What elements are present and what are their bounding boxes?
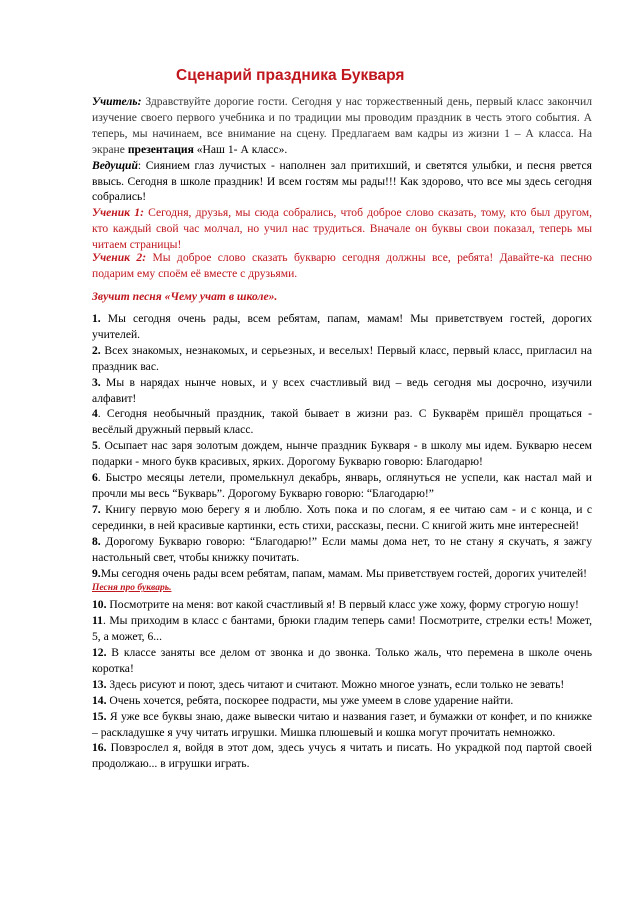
- verse-text: . Осыпает нас заря золотым дождем, нынче праздник Букваря - в школу мы идем. Букварю несем подарки - много букв красивых, ярких. Дорогому Букварю говорю: Благодарю!: [92, 439, 592, 469]
- host-text: : Сиянием глаз лучистых - наполнен зал притихший, и светятся улыбки, и песня рвется ввысь. Сегодня в школе праздник! И всем гостям мы рады!!! Как здорово, что все мы здесь сегодня собрались!: [92, 158, 592, 204]
- host-label: Ведущий: [92, 158, 138, 172]
- verse-text: Мы в нарядах нынче новых, и у всех счастливый вид – ведь сегодня мы досрочно, изучили алфавит!: [92, 375, 592, 405]
- verse-number: 3.: [92, 375, 101, 389]
- verse-number: 8.: [92, 534, 101, 548]
- verse-10: [92, 597, 592, 613]
- verse-number: 6: [92, 471, 98, 485]
- verse-text: . Быстро месяцы летели, промелькнул декабрь, январь, оглянуться не успели, как настал май и прочли мы весь “Букварь”. Дорогому Букварю говорю: “Благодарю!”: [92, 471, 592, 500]
- verse-15: [92, 709, 592, 741]
- teacher-text-2: «Наш 1- А класс».: [193, 142, 288, 156]
- verse-text: Здесь рисуют и поют, здесь читают и считают. Можно многое узнать, если только не зевать!: [106, 677, 565, 691]
- verse-text: . Мы приходим в класс с бантами, брюки гладим теперь сами! Посмотрите, стрелки есть! Может, 5, а может, 6...: [92, 614, 592, 644]
- verse-12: [92, 645, 592, 677]
- verse-number: 15.: [92, 709, 107, 723]
- verse-number: 2.: [92, 343, 101, 357]
- verse-14: [92, 693, 592, 709]
- verse-2: [92, 343, 592, 375]
- verse-number: 4: [92, 407, 98, 421]
- student2-text: Мы доброе слово сказать букварю сегодня должны все, ребята! Давайте-ка песню подарим ему споём её вместе с друзьями.: [92, 251, 592, 280]
- verse-text: Мы сегодня очень рады, всем ребятам, папам, мамам! Мы приветствуем гостей, дорогих учителей.: [92, 312, 592, 341]
- verse-6: [92, 470, 592, 502]
- verse-text: Очень хочется, ребята, поскорее подрасти, мы уже умеем в слове ударение найти.: [106, 693, 514, 707]
- verse-number: 1.: [92, 312, 101, 325]
- verse-text: Книгу первую мою берегу я и люблю. Хоть пока и по слогам, я ее читаю сам - и с конца, и с серединки, в ней красивые картинки, есть стихи, рассказы, песни. С книгой жить мне интересней!: [92, 502, 592, 532]
- verse-number: 7.: [92, 502, 101, 516]
- student2-paragraph: [92, 250, 592, 282]
- verse-text: Мы сегодня очень рады всем ребятам, папам, мамам. Мы приветствуем гостей, дорогих учителей!: [100, 566, 588, 580]
- verse-number: 13.: [92, 677, 107, 691]
- verse-text: В классе заняты все делом от звонка и до звонка. Только жаль, что перемена в школе очень коротка!: [92, 646, 592, 675]
- verse-text: Я уже все буквы знаю, даже вывески читаю и названия газет, и бумажки от конфет, и по книжке – раскладушке я учу читать игрушки. Мишка плюшевый и кошка могут прочитать немножко.: [92, 709, 592, 739]
- verse-3: [92, 375, 592, 407]
- verse-text: Посмотрите на меня: вот какой счастливый я! В первый класс уже хожу, форму строгую ношу!: [106, 598, 579, 612]
- verse-8: [92, 534, 592, 566]
- song1-heading: Звучит песня «Чему учат в школе».: [92, 290, 278, 303]
- verse-number: 11: [92, 614, 103, 628]
- verse-5: [92, 438, 592, 470]
- verse-9: [92, 566, 592, 582]
- verse-number: 9.: [92, 566, 101, 580]
- verse-number: 12.: [92, 646, 107, 660]
- verse-text: Повзрослел я, войдя в этот дом, здесь учусь я читать и писать. Но украдкой под партой своей продолжаю... в игрушки играть.: [92, 741, 592, 771]
- verse-number: 16.: [92, 741, 107, 755]
- student1-label: Ученик 1:: [92, 206, 144, 220]
- presentation-word: презентация: [127, 142, 194, 156]
- student2-label: Ученик 2:: [92, 251, 147, 264]
- verse-number: 10.: [92, 598, 107, 612]
- verse-1: [92, 311, 592, 343]
- verse-4: [92, 406, 592, 438]
- verse-number: 5: [92, 439, 98, 453]
- verse-7: [92, 502, 592, 534]
- teacher-label: Учитель:: [92, 95, 142, 108]
- verse-text: Дорогому Букварю говорю: “Благодарю!” Если мамы дома нет, то не стану я скучать, я зажгу настольный свет, чтобы книжку почитать.: [92, 534, 592, 564]
- teacher-paragraph: [92, 94, 592, 253]
- verse-16: [92, 740, 592, 772]
- teacher-text-1: Здравствуйте дорогие гости. Сегодня у нас торжественный день, первый класс закончил изучение своего первого учебника и по традиции мы проводим праздник в честь этого события. А теперь, мы начинаем, все внимание на сцену. Предлагаем вам кадры из жизни 1 – А класса. На экране: [92, 95, 592, 156]
- verse-text: . Сегодня необычный праздник, такой бывает в жизни раз. С Букварём пришёл прощаться - весёлый дружный первый класс.: [92, 407, 592, 437]
- verse-number: 14.: [92, 693, 107, 707]
- verse-text: Всех знакомых, незнакомых, и серьезных, и веселых! Первый класс, первый класс, пригласил на праздник вас.: [92, 343, 592, 373]
- verse-13: [92, 677, 592, 693]
- student1-text: Сегодня, друзья, мы сюда собрались, чтоб доброе слово сказать, тому, кто был другом, кто каждый свой час молчал, но учил нас трудиться. Вначале он буквы свои показал, теперь мы читаем страницы!: [92, 206, 592, 252]
- page-title: Сценарий праздника Букваря: [176, 67, 405, 84]
- verses-list: [92, 311, 592, 772]
- verse-11: [92, 613, 592, 645]
- song2-heading: Песня про букварь.: [92, 583, 172, 594]
